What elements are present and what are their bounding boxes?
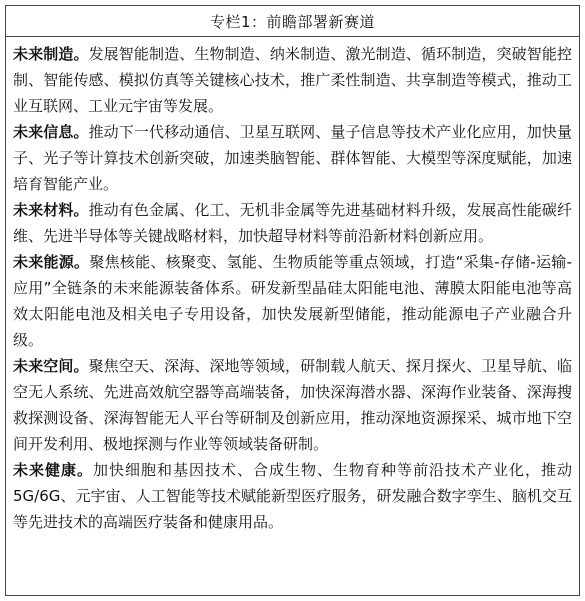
section-future-manufacturing — [13, 41, 572, 119]
section-future-health — [13, 457, 572, 535]
section-future-materials — [13, 197, 572, 249]
section-body: 推动有色金属、化工、无机非金属等先进基础材料升级，发展高性能碳纤维、先进半导体等关键战略材料，加快超导材料等前沿新材料创新应用。 — [13, 201, 572, 245]
section-heading: 未来空间。 — [13, 357, 89, 375]
section-body: 发展智能制造、生物制造、纳米制造、激光制造、循环制造，突破智能控制、智能传感、模拟仿真等关键核心技术，推广柔性制造、共享制造等模式，推动工业互联网、工业元宇宙等发展。 — [13, 45, 572, 115]
section-future-energy — [13, 249, 572, 353]
section-heading: 未来健康。 — [13, 461, 93, 479]
box-content — [6, 37, 579, 535]
section-body: 聚焦核能、核聚变、氢能、生物质能等重点领域，打造“采集-存储-运输-应用”全链条的未来能源装备体系。研发新型晶硅太阳能电池、薄膜太阳能电池等高效太阳能电池及相关电子专用设备，加快发展新型储能，推动能源电子产业融合升级。 — [13, 253, 572, 349]
section-future-information — [13, 119, 572, 197]
section-body: 推动下一代移动通信、卫星互联网、量子信息等技术产业化应用，加快量子、光子等计算技术创新突破，加速类脑智能、群体智能、大模型等深度赋能，加速培育智能产业。 — [13, 123, 572, 193]
section-heading: 未来信息。 — [13, 123, 89, 141]
section-heading: 未来材料。 — [13, 201, 89, 219]
section-body: 加快细胞和基因技术、合成生物、生物育种等前沿技术产业化，推动5G/6G、元宇宙、人工智能等技术赋能新型医疗服务，研发融合数字孪生、脑机交互等先进技术的高端医疗装备和健康用品。 — [13, 461, 572, 531]
section-body: 聚焦空天、深海、深地等领域，研制载人航天、探月探火、卫星导航、临空无人系统、先进高效航空器等高端装备，加快深海潜水器、深海作业装备、深海搜救探测设备、深海智能无人平台等研制及创新应用，推动深地资源探采、城市地下空间开发利用、极地探测与作业等领域装备研制。 — [13, 357, 572, 453]
section-heading: 未来能源。 — [13, 253, 90, 271]
policy-box — [5, 5, 580, 596]
section-heading: 未来制造。 — [13, 45, 89, 63]
box-title: 专栏1：前瞻部署新赛道 — [6, 6, 579, 37]
section-future-space — [13, 353, 572, 457]
